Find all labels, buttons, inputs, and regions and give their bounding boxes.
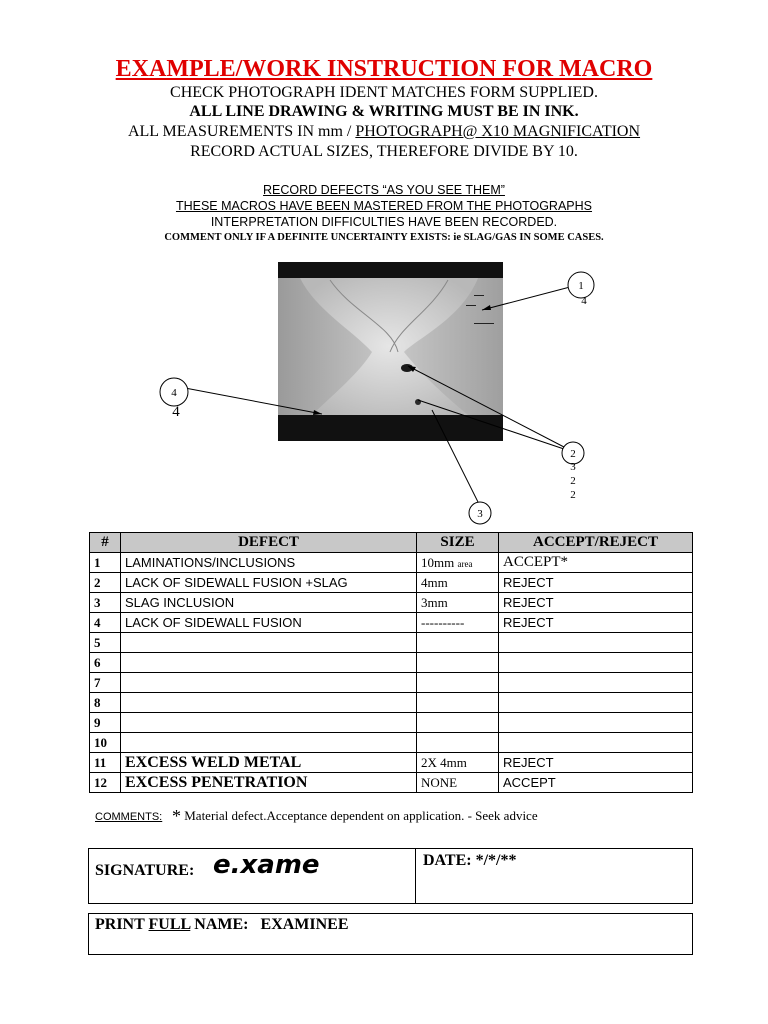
- row-num: 11: [90, 753, 121, 773]
- table-row: [90, 593, 693, 613]
- row-defect: [121, 713, 417, 733]
- row-size: [417, 713, 499, 733]
- signature-value[interactable]: e.xame: [213, 850, 320, 880]
- instruction-line-1: CHECK PHOTOGRAPH IDENT MATCHES FORM SUPPLIED.: [170, 84, 598, 101]
- row-accept: [499, 693, 693, 713]
- row-accept: REJECT: [499, 613, 693, 633]
- row-defect: [121, 673, 417, 693]
- row-defect: [121, 633, 417, 653]
- row-size: NONE: [417, 773, 499, 793]
- row-defect: EXCESS WELD METAL: [121, 753, 417, 773]
- table-row: [90, 633, 693, 653]
- measurement-text: ALL MEASUREMENTS IN mm /: [127, 123, 356, 140]
- row-num: 6: [90, 653, 121, 673]
- print-name-box[interactable]: [88, 913, 693, 955]
- callout-4-number: 4: [171, 387, 177, 399]
- row-defect: LACK OF SIDEWALL FUSION: [121, 613, 417, 633]
- note-record-defects: RECORD DEFECTS “AS YOU SEE THEM”: [263, 183, 505, 197]
- table-row: [90, 733, 693, 753]
- row-accept: [499, 713, 693, 733]
- row-defect: SLAG INCLUSION: [121, 593, 417, 613]
- row-accept: REJECT: [499, 593, 693, 613]
- table-row: [90, 753, 693, 773]
- magnification-text: PHOTOGRAPH@ X10 MAGNIFICATION: [355, 123, 641, 140]
- row-accept: [499, 673, 693, 693]
- size-value: 10mm: [421, 554, 455, 570]
- signature-label: SIGNATURE:: [95, 862, 195, 879]
- row-num: 8: [90, 693, 121, 713]
- callout-3-number: 3: [477, 508, 483, 520]
- header-size: SIZE: [417, 533, 499, 553]
- table-header-row: [90, 533, 693, 553]
- row-size: 2X 4mm: [417, 753, 499, 773]
- row-size: ----------: [417, 613, 499, 633]
- print-name-line: [95, 916, 349, 934]
- row-accept: ACCEPT*: [499, 553, 693, 573]
- size-note: area: [457, 558, 473, 569]
- row-num: 10: [90, 733, 121, 753]
- table-row: [90, 653, 693, 673]
- comments: [95, 806, 538, 827]
- instruction-line-4: RECORD ACTUAL SIZES, THEREFORE DIVIDE BY 10.: [190, 143, 578, 160]
- row-num: 7: [90, 673, 121, 693]
- signature-box: [88, 848, 693, 904]
- instruction-line-2: ALL LINE DRAWING & WRITING MUST BE IN INK.: [189, 103, 579, 120]
- row-num: 3: [90, 593, 121, 613]
- table-row: [90, 773, 693, 793]
- table-row: [90, 573, 693, 593]
- row-defect: [121, 653, 417, 673]
- table-row: [90, 693, 693, 713]
- callout-2-sub-2: 2: [570, 475, 576, 487]
- table-row: [90, 553, 693, 573]
- row-num: 9: [90, 713, 121, 733]
- row-size: [417, 653, 499, 673]
- row-defect: [121, 693, 417, 713]
- row-size: 3mm: [417, 593, 499, 613]
- table-row: [90, 713, 693, 733]
- callout-2-sub-1: 3: [570, 461, 576, 473]
- date-field[interactable]: DATE: */*/**: [423, 852, 517, 869]
- row-accept: ACCEPT: [499, 773, 693, 793]
- signature-divider: [415, 849, 416, 903]
- row-accept: [499, 653, 693, 673]
- print-name-label-full: FULL: [148, 916, 191, 933]
- row-size: 4mm: [417, 573, 499, 593]
- header-accept-reject: ACCEPT/REJECT: [499, 533, 693, 553]
- page-title: EXAMPLE/WORK INSTRUCTION FOR MACRO: [115, 56, 653, 82]
- row-num: 5: [90, 633, 121, 653]
- table-row: [90, 613, 693, 633]
- row-accept: REJECT: [499, 573, 693, 593]
- callout-4-sub: 4: [172, 404, 180, 420]
- row-defect: LACK OF SIDEWALL FUSION +SLAG: [121, 573, 417, 593]
- print-name-label-c: NAME:: [190, 916, 261, 933]
- print-name-value: EXAMINEE: [260, 916, 349, 933]
- note-mastered: THESE MACROS HAVE BEEN MASTERED FROM THE PHOTOGRAPHS: [175, 199, 593, 213]
- header-defect: DEFECT: [121, 533, 417, 553]
- row-num: 1: [90, 553, 121, 573]
- row-size: [417, 673, 499, 693]
- row-num: 12: [90, 773, 121, 793]
- row-size: [417, 633, 499, 653]
- row-size: [417, 553, 499, 573]
- row-num: 4: [90, 613, 121, 633]
- note-interpretation: INTERPRETATION DIFFICULTIES HAVE BEEN RECORDED.: [210, 215, 558, 229]
- row-accept: [499, 633, 693, 653]
- row-size: [417, 733, 499, 753]
- row-accept: [499, 733, 693, 753]
- row-num: 2: [90, 573, 121, 593]
- defects-table: [89, 532, 693, 793]
- comments-text: Material defect.Acceptance dependent on application. - Seek advice: [180, 808, 538, 823]
- row-defect: [121, 733, 417, 753]
- table-row: [90, 673, 693, 693]
- note-comment-only: COMMENT ONLY IF A DEFINITE UNCERTAINTY EXISTS: ie SLAG/GAS IN SOME CASES.: [164, 232, 604, 243]
- row-size: [417, 693, 499, 713]
- print-name-label-a: PRINT: [95, 916, 149, 933]
- row-defect: EXCESS PENETRATION: [121, 773, 417, 793]
- comments-label: COMMENTS:: [95, 811, 163, 823]
- macro-photograph: [278, 262, 503, 441]
- callout-1-sub: 4: [581, 295, 587, 307]
- callout-2-number: 2: [570, 448, 576, 460]
- comments-star: *: [171, 806, 181, 826]
- callout-2-sub-3: 2: [570, 489, 576, 501]
- header-num: #: [90, 533, 121, 553]
- row-accept: REJECT: [499, 753, 693, 773]
- row-defect: LAMINATIONS/INCLUSIONS: [121, 553, 417, 573]
- callout-1-number: 1: [578, 280, 584, 292]
